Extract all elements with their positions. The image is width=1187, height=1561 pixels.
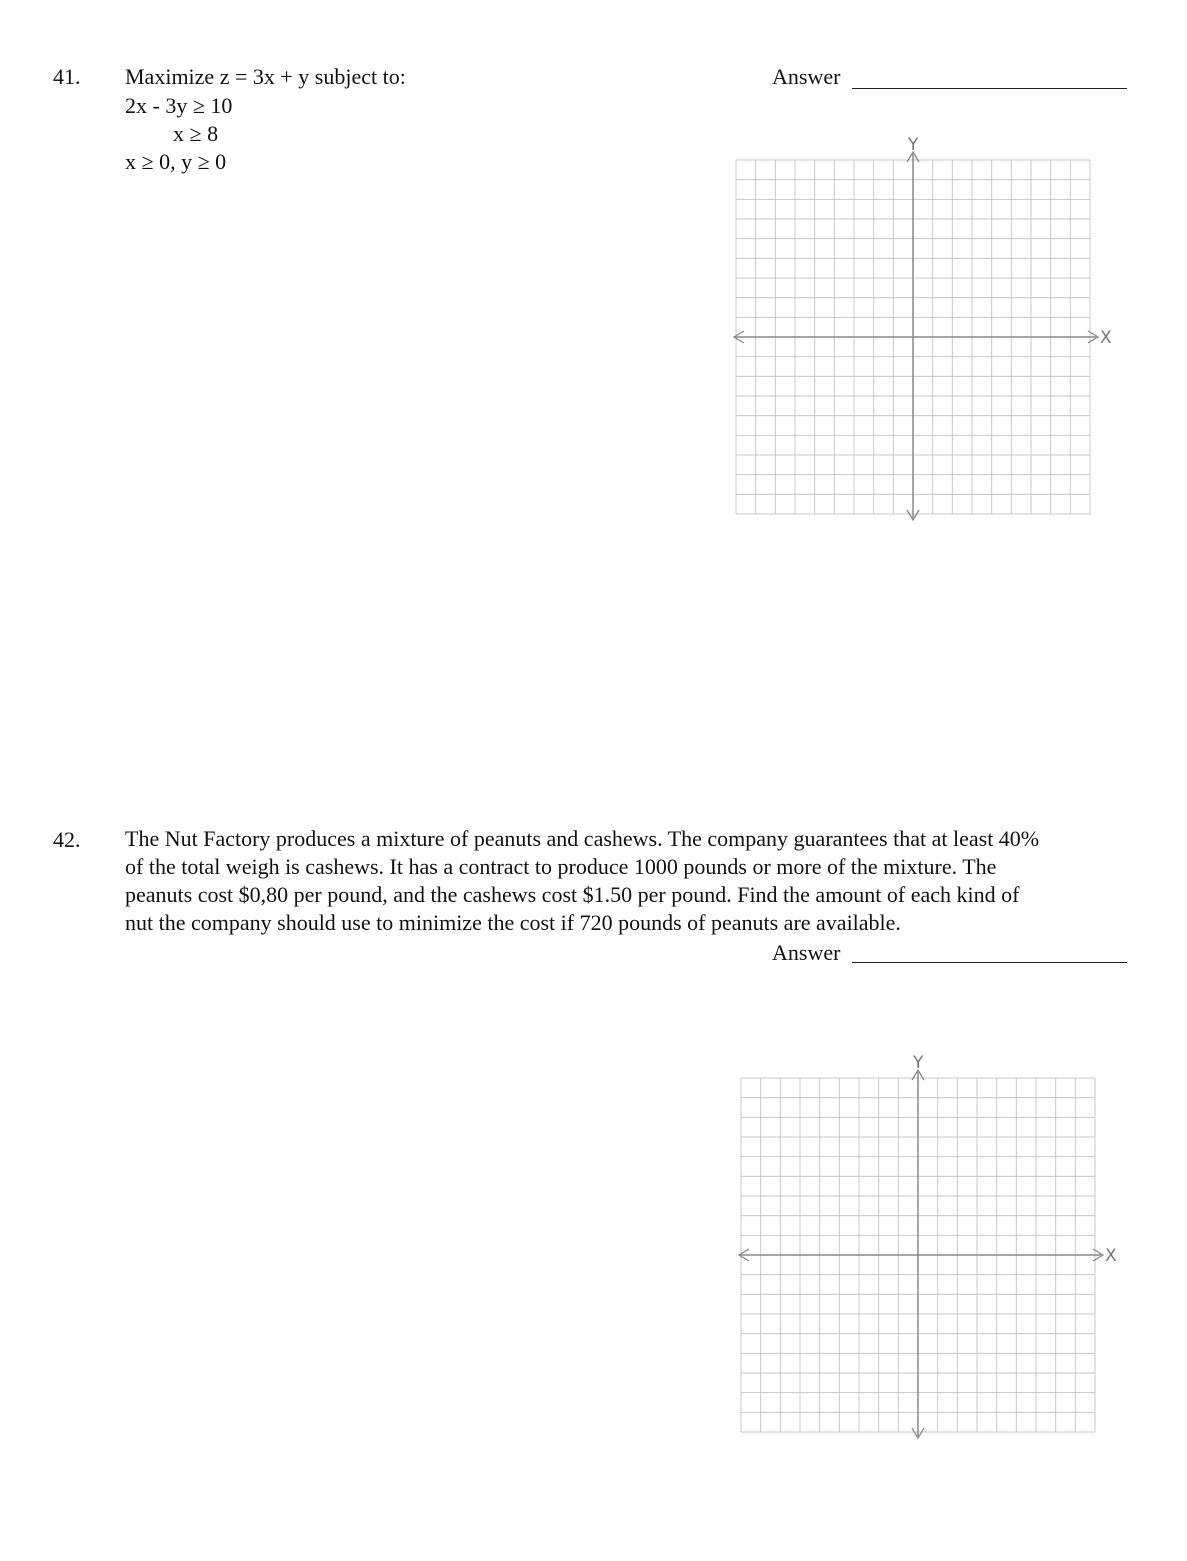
answer-41-line[interactable] (852, 88, 1127, 89)
y-axis-label: Y (913, 1053, 924, 1073)
problem-41-number: 41. (53, 64, 81, 89)
constraint-1: 2x - 3y ≥ 10 (125, 93, 233, 118)
problem-41-prompt: Maximize z = 3x + y subject to: (125, 64, 406, 89)
problem-42-text (125, 825, 1135, 937)
answer-41-label: Answer (772, 64, 841, 89)
constraint-3: x ≥ 0, y ≥ 0 (125, 149, 227, 174)
answer-42-label: Answer (772, 940, 841, 965)
x-axis-label: X (1100, 328, 1112, 348)
graph-42[interactable] (733, 1054, 1123, 1444)
y-axis-label: Y (908, 135, 919, 155)
graph-41[interactable] (728, 136, 1118, 526)
answer-42-line[interactable] (852, 962, 1127, 963)
x-axis-label: X (1105, 1246, 1117, 1266)
problem-42-line: peanuts cost $0,80 per pound, and the cashews cost $1.50 per pound. Find the amount of each kind of (125, 882, 1020, 907)
problem-42-line: nut the company should use to minimize the cost if 720 pounds of peanuts are available. (125, 910, 901, 935)
problem-42-line: of the total weigh is cashews. It has a contract to produce 1000 pounds or more of the mixture. The (125, 854, 997, 879)
problem-42-line: The Nut Factory produces a mixture of peanuts and cashews. The company guarantees that at least 40% (125, 826, 1040, 851)
problem-42-number: 42. (53, 827, 81, 852)
constraint-2: x ≥ 8 (173, 121, 219, 146)
